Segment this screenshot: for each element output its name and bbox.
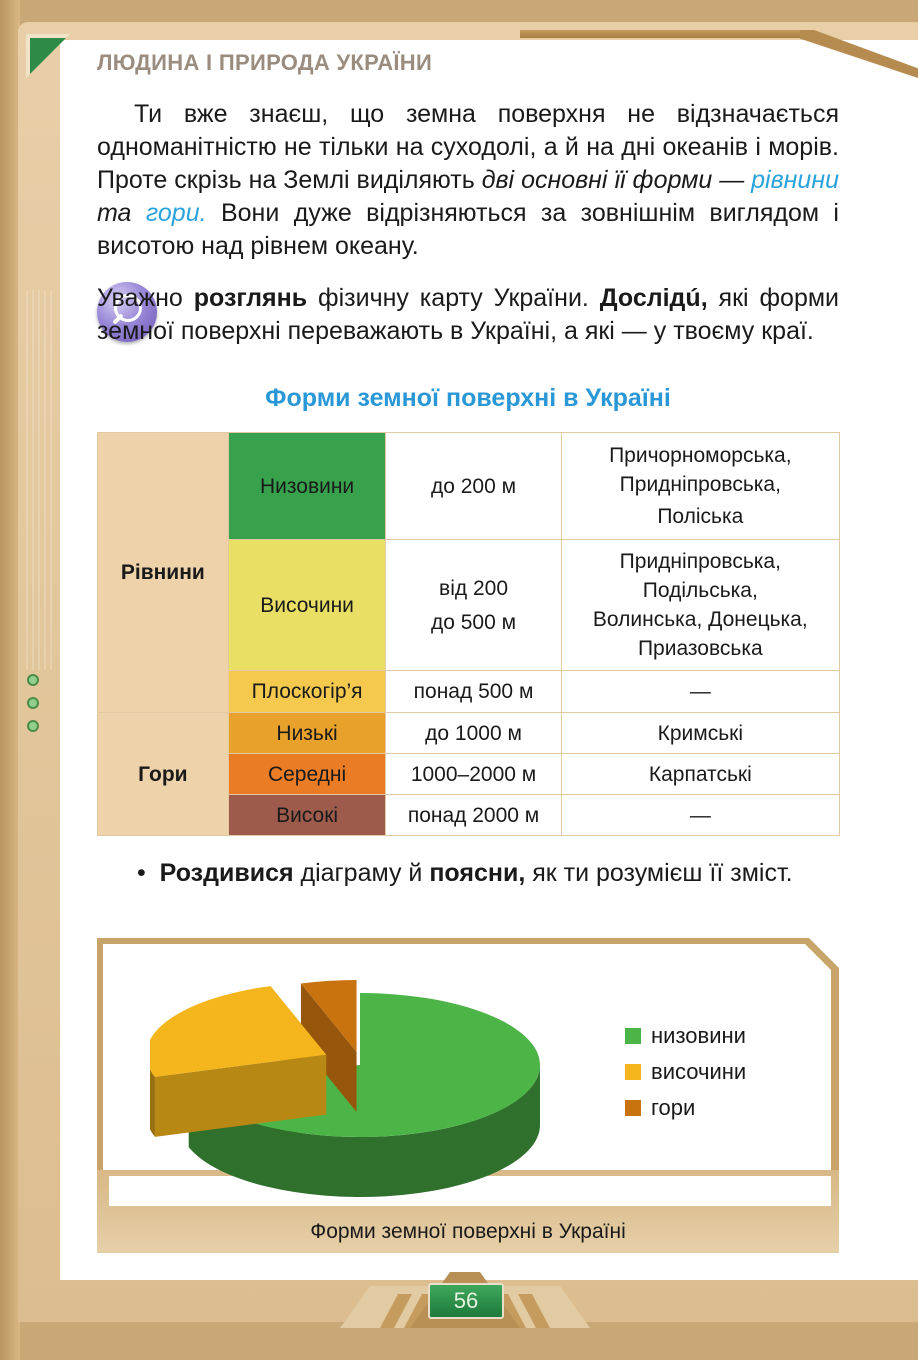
bullet-text: як ти розумієш її зміст.: [525, 859, 793, 887]
table-row: [98, 433, 840, 540]
intro-paragraph: [97, 98, 839, 263]
legend-swatch: [625, 1064, 641, 1080]
example-line: Поліська: [657, 505, 744, 528]
legend-item: [625, 1090, 746, 1126]
legend-swatch: [625, 1028, 641, 1044]
form-cell: Високі: [228, 795, 386, 836]
example-line: Подільська,: [642, 579, 758, 602]
example-line: Причорноморська,: [609, 444, 792, 467]
chart-legend: [625, 1018, 746, 1126]
example-line: Волинська, Донецька,: [592, 608, 808, 631]
example-line: Приазовська: [637, 637, 763, 660]
decor-dot: [27, 720, 39, 732]
decorative-stripes: [26, 290, 56, 670]
height-cell: понад 500 м: [386, 671, 561, 713]
examples-cell: —: [561, 671, 839, 713]
diagram-caption: Форми земної поверхні в Україні: [310, 1220, 626, 1243]
left-rail: [0, 0, 20, 1360]
legend-label: гори: [651, 1095, 696, 1120]
bullet-text: діаграму й: [293, 859, 430, 887]
form-cell: Низькі: [228, 713, 386, 754]
examples-cell: Карпатські: [561, 754, 839, 795]
height-cell: до 1000 м: [386, 713, 561, 754]
examples-cell: —: [561, 795, 839, 836]
page-number: 56: [428, 1283, 504, 1319]
task-verb-examine: розглянь: [193, 284, 308, 312]
form-cell: Височини: [228, 540, 386, 671]
height-cell: 1000–2000 м: [386, 754, 561, 795]
task-text: які форми земної поверхні переважають в Україні, а які — у твоєму краї.: [97, 284, 840, 345]
bullet-verb-look: Роздивися: [159, 859, 294, 887]
term-plains: рівнини: [751, 166, 839, 194]
height-cell: понад 2000 м: [386, 795, 561, 836]
legend-label: височини: [651, 1059, 747, 1084]
height-cell: [386, 540, 561, 671]
corner-triangle-icon: [30, 38, 66, 74]
legend-item: [625, 1018, 746, 1054]
height-cell: до 200 м: [386, 433, 561, 540]
legend-swatch: [625, 1100, 641, 1116]
table-title: Форми земної поверхні в Україні: [265, 384, 671, 412]
intro-and: та: [97, 199, 146, 227]
task-paragraph: [97, 282, 839, 348]
height-line: до 500 м: [430, 610, 517, 634]
category-plains: Рівнини: [98, 433, 229, 713]
header-rule: [520, 30, 810, 38]
task-text: Уважно: [97, 284, 194, 312]
task-verb-research: Дослідú,: [599, 284, 708, 312]
examples-cell: [561, 540, 839, 671]
bullet-task: [97, 856, 839, 890]
table-row: [98, 713, 840, 754]
example-line: Придніпровська,: [619, 550, 781, 573]
intro-text: Ти вже знаєш, що земна поверхня не відзначається одноманітністю не тільки на суходолі, а й на дні океанів і морів. Проте скрізь на Землі виділяють: [97, 100, 839, 194]
form-cell: Низовини: [228, 433, 386, 540]
height-line: від 200: [439, 576, 508, 600]
pie-slice-височини: [150, 986, 326, 1137]
intro-italic: дві основні її форми —: [481, 166, 752, 194]
form-cell: Плоскогір’я: [228, 671, 386, 713]
form-cell: Середні: [228, 754, 386, 795]
intro-text-end: Вони дуже відрізняються за зовнішнім виглядом і висотою над рівнем океану.: [97, 199, 839, 260]
decor-dot: [27, 697, 39, 709]
bullet-verb-explain: поясни,: [429, 859, 526, 887]
bullet-dot: •: [137, 859, 146, 887]
category-mountains: Гори: [98, 713, 229, 836]
term-mountains: гори.: [145, 199, 207, 227]
legend-item: [625, 1054, 746, 1090]
examples-cell: [561, 433, 839, 540]
example-line: Придніпровська,: [619, 473, 781, 496]
task-text: фізичну карту України.: [307, 284, 600, 312]
decor-dot: [27, 674, 39, 686]
pie-chart: [150, 975, 570, 1200]
examples-cell: Кримські: [561, 713, 839, 754]
chapter-title: ЛЮДИНА І ПРИРОДА УКРАЇНИ: [97, 50, 433, 75]
legend-label: низовини: [651, 1023, 746, 1048]
landforms-table: [97, 432, 840, 836]
